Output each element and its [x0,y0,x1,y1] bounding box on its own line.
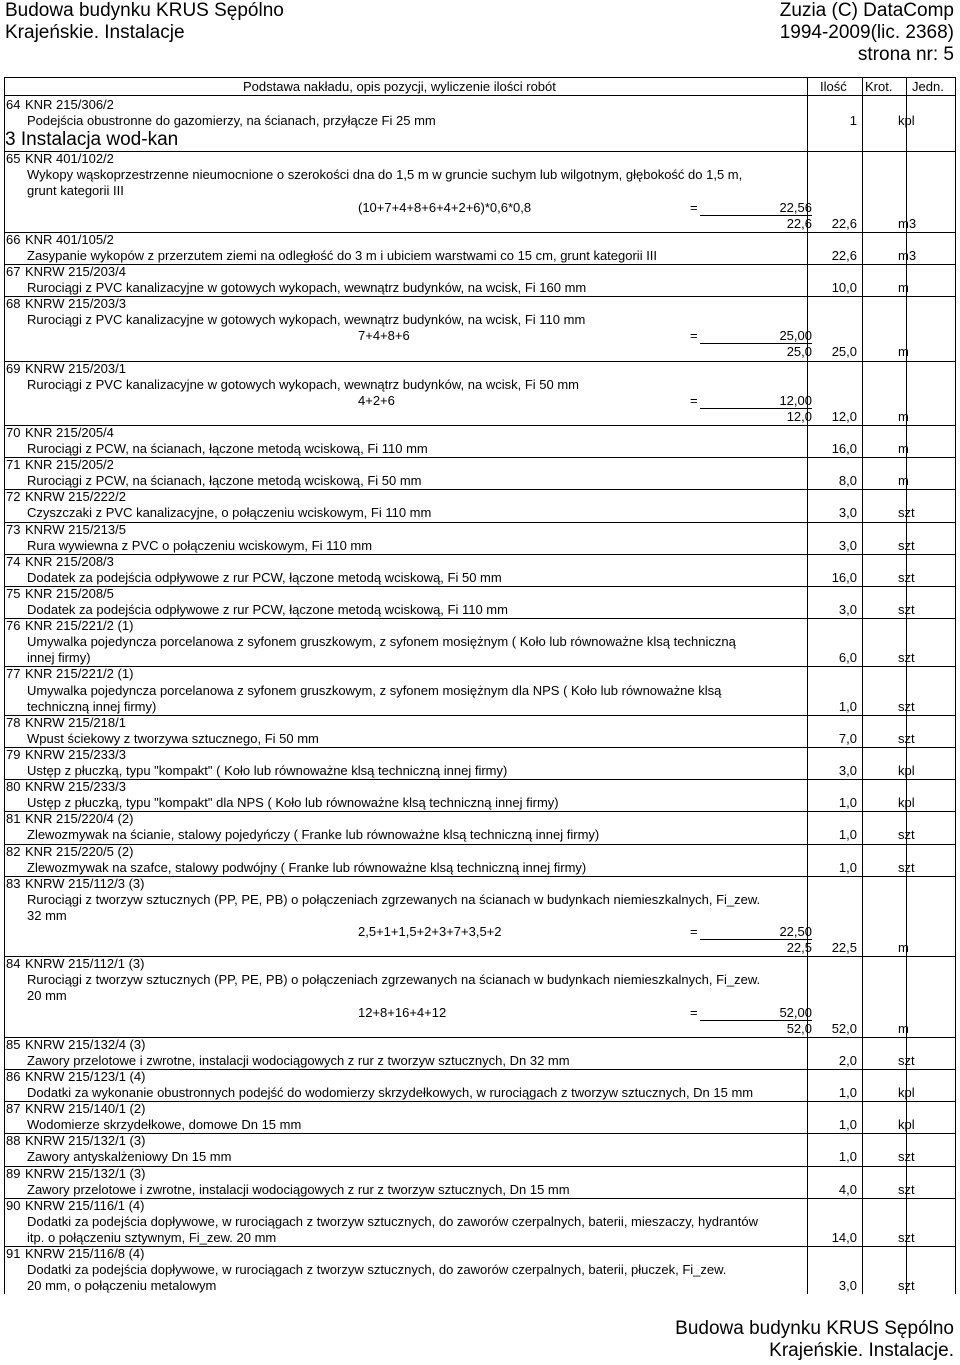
item-description: Ustęp z płuczką, typu "kompakt" ( Koło lub równoważne klsą techniczną innej firmy) [27,763,508,778]
row-separator [4,715,956,716]
item-unit: szt [898,698,915,714]
item-quantity: 3,0 [838,763,857,778]
column-header-description: Podstawa nakładu, opis pozycji, wyliczenie ilości robót [243,79,556,94]
row-separator [4,779,956,780]
row-separator [4,1246,956,1247]
column-header-unit: Jedn. [912,79,944,94]
item-quantity: 2,0 [838,1052,857,1068]
column-header-krot: Krot. [865,79,893,94]
item-code: KNR 215/220/5 (2) [25,843,134,859]
item-code: KNR 215/205/4 [25,424,114,440]
item-code: KNRW 215/132/1 (3) [25,1165,146,1181]
item-number: 74 [6,553,21,569]
header-license: 1994-2009(lic. 2368) [779,22,954,43]
item-number: 87 [6,1101,21,1117]
row-separator [4,747,956,748]
item-unit: m [898,344,909,360]
item-quantity: 16,0 [831,441,857,456]
item-description: Dodatki za wykonanie obustronnych podejść do wodomierzy skrzydełkowych, w rurociągach z tworzyw sztucznych, Dn 15 mm [27,1085,754,1100]
item-subtotal: 12,0 [786,408,812,424]
item-calc-result: 12,00 [779,392,812,408]
header-project-line-2: Krajeńskie. Instalacje [5,22,185,43]
item-calculation: 2,5+1+1,5+2+3+7+3,5+2 [358,924,502,939]
item-code: KNR 215/205/2 [25,457,114,473]
item-code: KNRW 215/233/3 [25,746,126,762]
item-number: 80 [6,779,21,795]
item-unit: szt [898,1149,915,1165]
item-code: KNRW 215/132/1 (3) [25,1133,146,1149]
item-number: 69 [6,360,21,376]
item-number: 79 [6,746,21,762]
row-separator [4,1166,956,1167]
item-unit: kpl [898,1117,915,1133]
item-number: 89 [6,1165,21,1181]
item-calc-equals: = [690,1004,698,1020]
item-unit: szt [898,602,915,617]
item-unit: m [898,408,909,424]
item-calc-result: 25,00 [779,328,812,344]
item-calc-equals: = [690,199,698,215]
item-calculation: 7+4+8+6 [358,328,410,344]
item-number: 85 [6,1036,21,1052]
item-description: Rurociągi z tworzyw sztucznych (PP, PE, PB) o połączeniach zgrzewanych na ścianach w budynkach niemieszkalnych, Fi_zew. [27,891,761,907]
item-description: 32 mm [27,907,67,923]
item-unit: szt [898,1052,915,1068]
row-separator [4,232,956,233]
item-quantity: 16,0 [831,569,857,585]
item-unit: szt [898,569,915,585]
item-calculation: (10+7+4+8+6+4+2+6)*0,6*0,8 [358,199,532,215]
row-separator [4,489,956,490]
item-description: techniczną innej firmy) [27,698,157,714]
item-code: KNRW 215/116/1 (4) [25,1197,145,1213]
item-code: KNRW 215/218/1 [25,714,126,730]
item-unit: m [898,1020,909,1036]
header-project-line-1: Budowa budynku KRUS Sępólno [5,0,284,21]
item-number: 65 [6,151,21,167]
item-code: KNR 215/221/2 (1) [25,618,134,634]
item-calc-equals: = [690,328,698,344]
row-separator [4,1037,956,1038]
item-description: Zawory przelotowe i zwrotne, instalacji wodociągowych z rur z tworzyw sztucznych, Dn 15 mm [27,1181,570,1197]
item-calc-result: 22,50 [779,924,812,939]
item-quantity: 22,6 [831,247,857,263]
item-quantity: 8,0 [838,473,857,489]
item-unit: m3 [898,247,917,263]
item-code: KNRW 215/203/4 [25,263,126,279]
item-calc-equals: = [690,924,698,939]
item-quantity: 3,0 [838,505,857,521]
item-unit: szt [898,537,915,553]
row-separator [4,1101,956,1102]
item-number: 75 [6,585,21,601]
item-quantity: 3,0 [838,537,857,553]
item-number: 73 [6,521,21,537]
item-number: 76 [6,618,21,634]
item-description: grunt kategorii III [27,183,124,199]
item-code: KNRW 215/116/8 (4) [25,1246,145,1261]
item-subtotal: 22,5 [786,940,812,956]
item-description: Podejścia obustronne do gazomierzy, na ścianach, przyłącze Fi 25 mm [27,113,436,129]
item-description: 20 mm, o połączeniu metalowym [27,1278,217,1294]
column-header-quantity: Ilość [820,79,847,94]
item-calculation: 12+8+16+4+12 [358,1004,447,1020]
header-software: Zuzia (C) DataComp [779,0,954,21]
item-quantity: 10,0 [831,280,857,295]
item-unit: szt [898,827,915,843]
row-separator [4,876,956,877]
footer-line-1: Budowa budynku KRUS Sępólno [675,1318,954,1339]
item-unit: szt [898,859,915,875]
item-description: Wpust ściekowy z tworzywa sztucznego, Fi 50 mm [27,730,319,746]
item-code: KNRW 215/140/1 (2) [25,1101,146,1117]
item-number: 68 [6,296,21,312]
row-separator [4,361,956,362]
item-quantity: 7,0 [838,730,857,746]
item-code: KNRW 215/112/3 (3) [25,875,145,891]
item-unit: szt [898,1278,915,1294]
item-description: Rurociągi z PVC kanalizacyjne w gotowych wykopach, wewnątrz budynków, na wcisk, Fi 110 mm [27,312,586,328]
item-number: 77 [6,666,21,682]
item-quantity: 4,0 [838,1181,857,1197]
item-description: Rurociągi z PCW, na ścianach, łączone metodą wciskową, Fi 110 mm [27,441,428,456]
item-code: KNR 401/102/2 [25,151,114,167]
item-description: Dodatek za podejścia odpływowe z rur PCW, łączone metodą wciskową, Fi 110 mm [27,602,508,617]
item-code: KNRW 215/132/4 (3) [25,1036,146,1052]
item-description: Rurociągi z tworzyw sztucznych (PP, PE, PB) o połączeniach zgrzewanych na ścianach w budynkach niemieszkalnych, Fi_zew. [27,972,761,988]
item-quantity: 3,0 [838,602,857,617]
item-quantity: 22,5 [831,940,857,956]
item-calc-equals: = [690,392,698,408]
item-unit: szt [898,1181,915,1197]
row-separator [4,1198,956,1199]
item-code: KNR 401/105/2 [25,231,114,247]
item-description: Wykopy wąskoprzestrzenne nieumocnione o szerokości dna do 1,5 m w gruncie suchym lub wilgotnym, głębokość do 1,5 m, [27,167,743,183]
item-subtotal: 25,0 [786,344,812,360]
item-code: KNR 215/221/2 (1) [25,666,134,682]
item-description: Zawory przelotowe i zwrotne, instalacji wodociągowych z rur z tworzyw sztucznych, Dn 32 mm [27,1052,570,1068]
item-quantity: 25,0 [831,344,857,360]
item-quantity: 1,0 [838,859,857,875]
row-separator [4,425,956,426]
row-separator [4,522,956,523]
item-subtotal: 22,6 [786,215,812,231]
item-number: 82 [6,843,21,859]
item-quantity: 1,0 [838,827,857,843]
item-subtotal: 52,0 [786,1020,812,1036]
item-calc-result: 22,56 [779,199,812,215]
item-unit: szt [898,730,915,746]
item-code: KNRW 215/213/5 [25,521,126,537]
row-separator [4,844,956,845]
item-number: 91 [6,1246,21,1261]
item-description: itp. o połączeniu sztywnym, Fi_zew. 20 mm [27,1229,277,1245]
item-unit: kpl [898,795,915,811]
item-description: Czyszczaki z PVC kanalizacyjne, o połączeniu wciskowym, Fi 110 mm [27,505,432,521]
item-quantity: 1,0 [838,1117,857,1133]
item-code: KNRW 215/203/1 [25,360,126,376]
item-code: KNRW 215/123/1 (4) [25,1068,146,1084]
item-description: Umywalka pojedyncza porcelanowa z syfonem gruszkowym, z syfonem mosiężnym ( Koło lub równoważne klsą techniczną [27,634,736,650]
footer [675,1318,954,1362]
item-number: 70 [6,424,21,440]
item-calc-result: 52,00 [779,1004,812,1020]
item-code: KNR 215/208/3 [25,553,114,569]
footer-line-2: Krajeńskie. Instalacje. [769,1340,954,1361]
row-separator [4,296,956,297]
item-description: Rura wywiewna z PVC o połączeniu wciskowym, Fi 110 mm [27,537,373,553]
item-unit: m [898,441,909,456]
item-unit: m [898,940,909,956]
row-separator [4,956,956,957]
item-number: 78 [6,714,21,730]
section-title: 3 Instalacja wod-kan [5,129,179,151]
item-calculation: 4+2+6 [358,392,395,408]
item-description: Dodatki za podejścia dopływowe, w rurociągach z tworzyw sztucznych, do zaworów czerpalnych, baterii, mieszaczy, hydrantów [27,1213,758,1229]
item-unit: kpl [898,113,915,129]
item-number: 72 [6,489,21,505]
item-description: Rurociągi z PVC kanalizacyjne w gotowych wykopach, wewnątrz budynków, na wcisk, Fi 160 mm [27,280,587,295]
row-separator [4,586,956,587]
item-quantity: 6,0 [838,650,857,666]
item-description: innej firmy) [27,650,91,666]
item-description: Zlewozmywak na szafce, stalowy podwójny ( Franke lub równoważne klsą techniczną innej firmy) [27,859,587,875]
row-separator [4,151,956,152]
item-code: KNR 215/208/5 [25,585,114,601]
item-number: 84 [6,956,21,972]
item-description: 20 mm [27,988,67,1004]
item-description: Dodatek za podejścia odpływowe z rur PCW, łączone metodą wciskową, Fi 50 mm [27,569,502,585]
item-quantity: 52,0 [831,1020,857,1036]
item-description: Zasypanie wykopów z przerzutem ziemi na odległość do 3 m i ubiciem warstwami co 15 cm, grunt kategorii III [27,247,658,263]
row-separator [4,1069,956,1070]
item-quantity: 1,0 [838,1149,857,1165]
item-code: KNR 215/306/2 [25,97,114,112]
row-separator [4,1133,956,1134]
item-unit: szt [898,505,915,521]
item-number: 71 [6,457,21,473]
item-number: 88 [6,1133,21,1149]
row-separator [4,264,956,265]
item-description: Zlewozmywak na ścianie, stalowy pojedyńczy ( Franke lub równoważne klsą techniczną innej firmy) [27,827,600,843]
item-number: 86 [6,1068,21,1084]
item-number: 64 [6,97,21,112]
item-unit: m [898,473,909,489]
item-unit: m3 [898,215,917,231]
item-description: Ustęp z płuczką, typu "kompakt" dla NPS ( Koło lub równoważne klsą techniczną innej firmy) [27,795,559,811]
item-code: KNRW 215/203/3 [25,296,126,312]
item-quantity: 1,0 [838,795,857,811]
item-quantity: 3,0 [838,1278,857,1294]
header-page-number: strona nr: 5 [857,44,954,65]
item-number: 81 [6,811,21,827]
item-description: Rurociągi z PVC kanalizacyjne w gotowych wykopach, wewnątrz budynków, na wcisk, Fi 50 mm [27,376,580,392]
item-description: Umywalka pojedyncza porcelanowa z syfonem gruszkowym, z syfonem mosiężnym dla NPS ( Koło lub równoważne klsą [27,682,722,698]
item-code: KNRW 215/112/1 (3) [25,956,145,972]
row-separator [4,618,956,619]
item-unit: szt [898,650,915,666]
item-number: 66 [6,231,21,247]
item-code: KNRW 215/222/2 [25,489,126,505]
item-quantity: 14,0 [831,1229,857,1245]
item-quantity: 1,0 [838,1085,857,1100]
item-unit: kpl [898,1085,915,1100]
row-separator [4,457,956,458]
item-number: 67 [6,263,21,279]
row-separator [4,554,956,555]
item-number: 90 [6,1197,21,1213]
item-quantity: 22,6 [831,215,857,231]
item-quantity: 1 [849,113,857,129]
item-description: Wodomierze skrzydełkowe, domowe Dn 15 mm [27,1117,302,1133]
item-number: 83 [6,875,21,891]
item-unit: szt [898,1229,915,1245]
item-code: KNR 215/220/4 (2) [25,811,134,827]
item-code: KNRW 215/233/3 [25,779,126,795]
item-quantity: 1,0 [838,698,857,714]
item-quantity: 12,0 [831,408,857,424]
item-description: Rurociągi z PCW, na ścianach, łączone metodą wciskową, Fi 50 mm [27,473,422,489]
item-unit: kpl [898,763,915,778]
row-separator [4,811,956,812]
row-separator [4,666,956,667]
item-unit: m [898,280,909,295]
item-description: Zawory antyskalżeniowy Dn 15 mm [27,1149,232,1165]
item-description: Dodatki za podejścia dopływowe, w rurociągach z tworzyw sztucznych, do zaworów czerpalnych, baterii, płuczek, Fi_zew. [27,1262,727,1278]
